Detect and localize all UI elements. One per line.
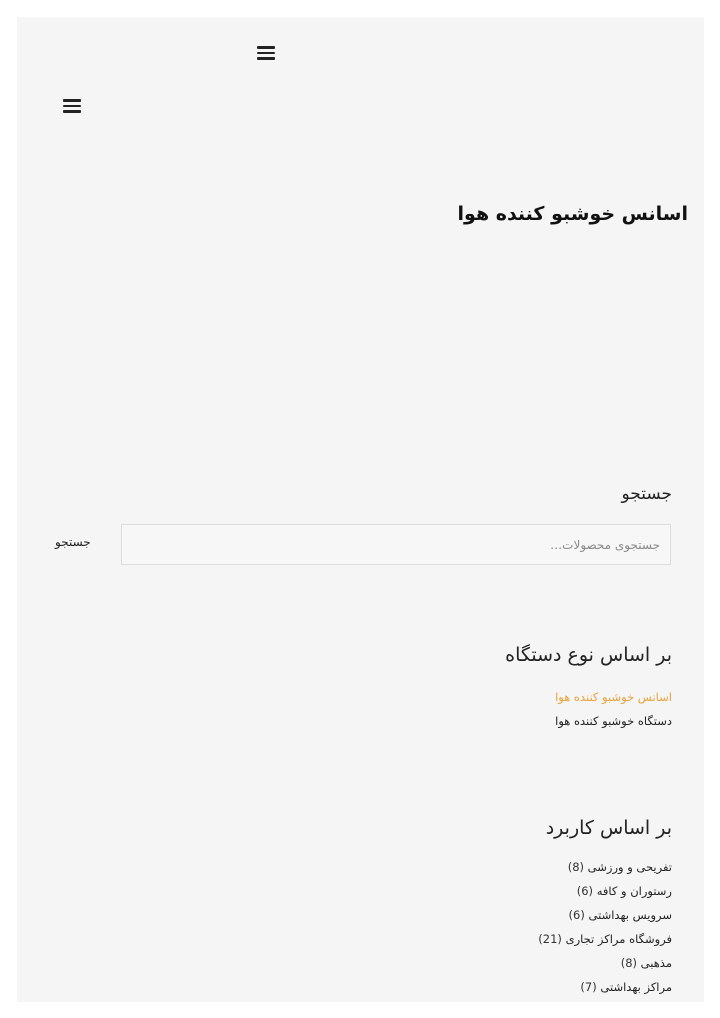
page-container [17, 17, 704, 1002]
device-type-filter-title: بر اساس نوع دستگاه [505, 644, 672, 666]
usage-link-restroom[interactable]: سرویس بهداشتی [588, 908, 672, 922]
item-count: (7) [580, 980, 597, 994]
list-item [538, 855, 672, 879]
list-item [538, 927, 672, 951]
search-input[interactable] [121, 524, 671, 565]
usage-link-recreation[interactable]: تفریحی و ورزشی [587, 860, 672, 874]
usage-link-restaurant[interactable]: رستوران و کافه [596, 884, 672, 898]
item-count: (8) [567, 860, 585, 874]
usage-link-health-center[interactable]: مراکز بهداشتی [600, 980, 672, 994]
device-type-link-essence[interactable]: اسانس خوشبو کننده هوا [555, 690, 672, 704]
list-item [538, 975, 672, 999]
usage-filter-title: بر اساس کاربرد [545, 817, 672, 839]
list-item [555, 685, 672, 709]
usage-link-religious[interactable]: مذهبی [640, 956, 672, 970]
item-count: (21) [538, 932, 562, 946]
list-item [555, 709, 672, 733]
list-item [538, 951, 672, 975]
usage-link-shopping-center[interactable]: فروشگاه مراکز تجاری [565, 932, 672, 946]
list-item [538, 903, 672, 927]
list-item [538, 879, 672, 903]
item-count: (8) [620, 956, 638, 970]
search-widget-title: جستجو [621, 484, 672, 504]
hamburger-icon[interactable] [257, 46, 275, 60]
search-button[interactable]: جستجو [55, 535, 91, 549]
item-count: (6) [576, 884, 594, 898]
device-type-link-device[interactable]: دستگاه خوشبو کننده هوا [555, 714, 672, 728]
page-title: اسانس خوشبو کننده هوا [457, 203, 688, 225]
usage-list [538, 855, 672, 999]
item-count: (6) [568, 908, 585, 922]
hamburger-icon[interactable] [63, 99, 81, 113]
device-type-list [555, 685, 672, 733]
